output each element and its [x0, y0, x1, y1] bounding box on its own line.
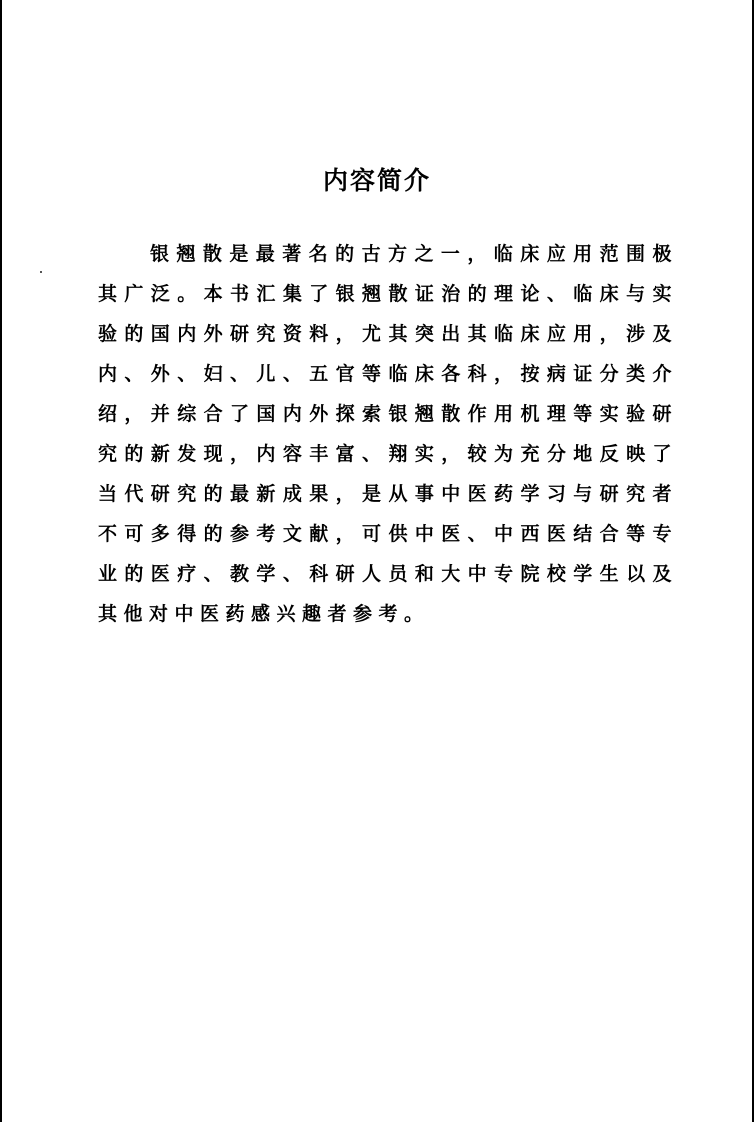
intro-paragraph: 银翘散是最著名的古方之一，临床应用范围极其广泛。本书汇集了银翘散证治的理论、临床与实验的国内外研究资料，尤其突出其临床应用，涉及内、外、妇、儿、五官等临床各科，按病证分类介绍，并综合了国内外探索银翘散作用机理等实验研究的新发现，内容丰富、翔实，较为充分地反映了当代研究的最新成果，是从事中医药学习与研究者不可多得的参考文献，可供中医、中西医结合等专业的医疗、教学、科研人员和大中专院校学生以及其他对中医药感兴趣者参考。	[98, 243, 678, 625]
scan-speck	[40, 271, 42, 273]
page-title: 内容简介	[322, 166, 431, 195]
